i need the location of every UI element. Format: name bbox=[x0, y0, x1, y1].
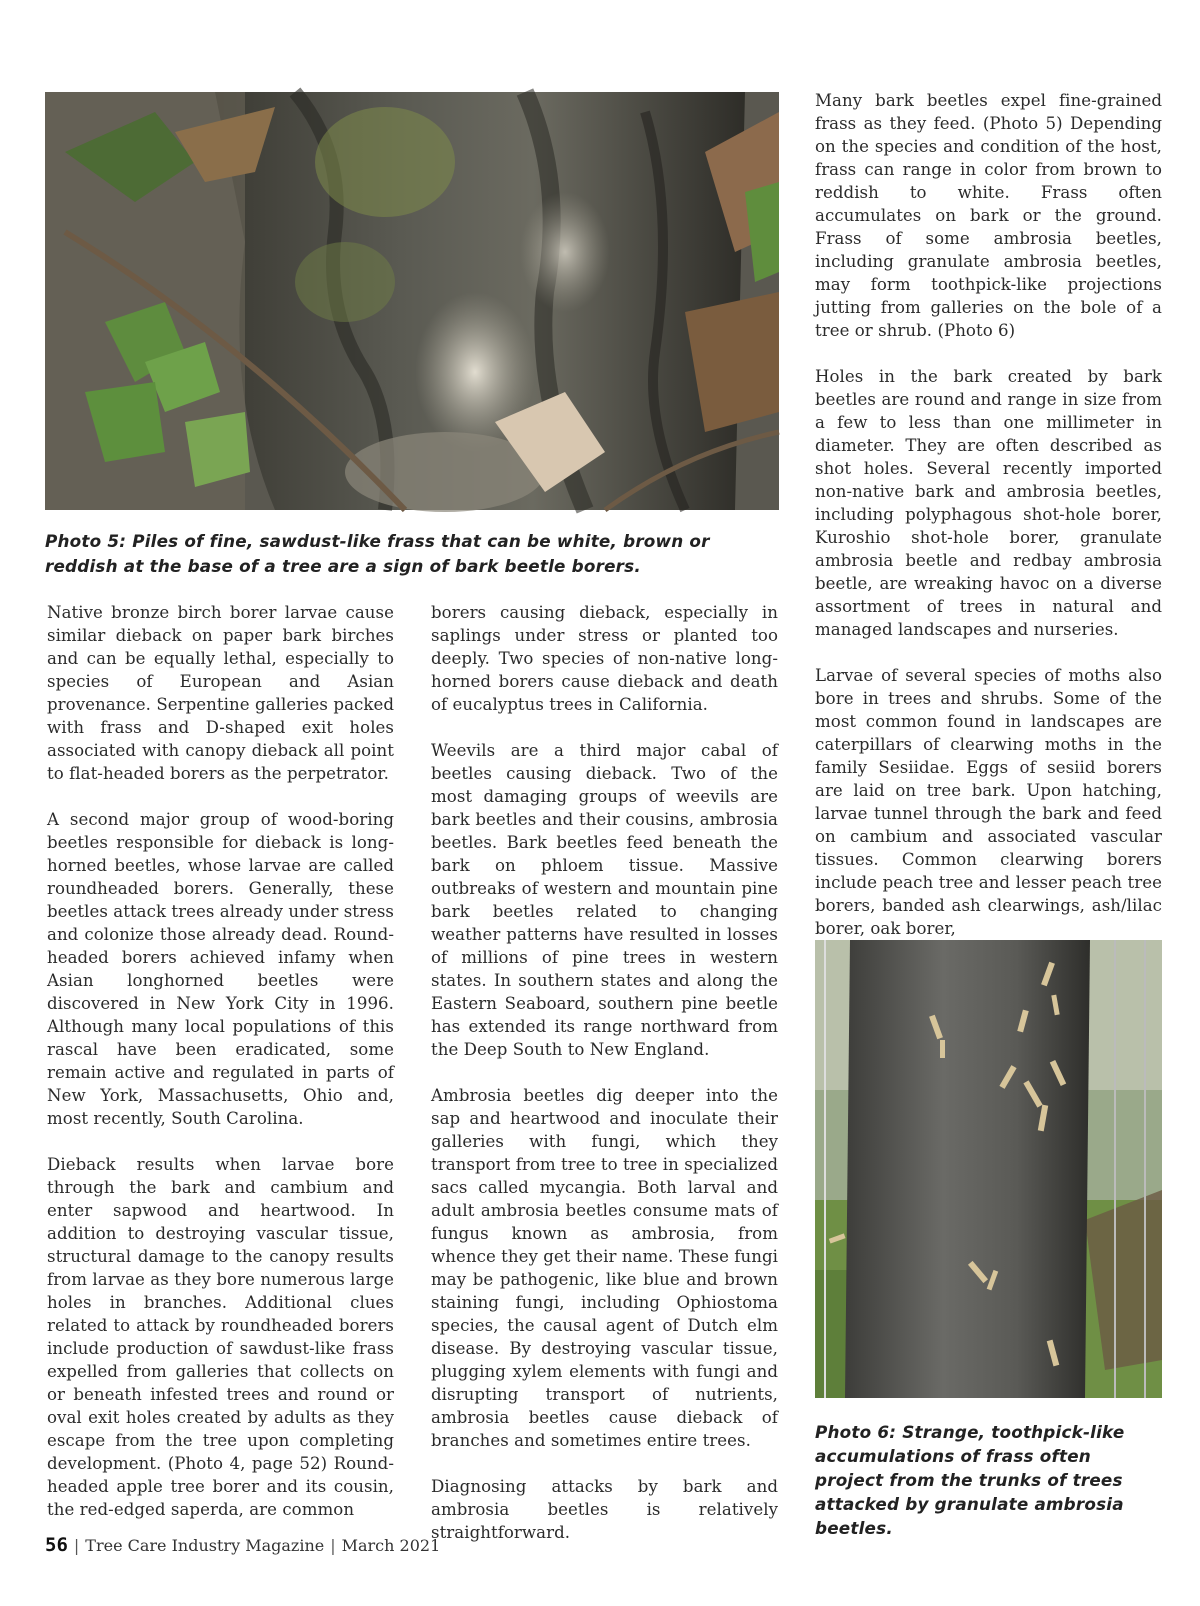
article-column-middle bbox=[431, 601, 778, 1542]
publication-name: Tree Care Industry Magazine bbox=[85, 1536, 325, 1555]
page-footer bbox=[45, 1534, 440, 1562]
photo-6-caption: Photo 6: Strange, toothpick-like accumulations of frass often project from the trunks of trees attacked by granulate ambrosia beetles. bbox=[815, 1422, 1125, 1538]
paragraph: Ambrosia beetles dig deeper into the sap and heartwood and inoculate their galleries with fungi, which they transport from tree to tree in specialized sacs called mycangia. Both larval and adult ambrosia beetles consume mats of fungus known as ambrosia, from whence they get their name. These fungi may be pathogenic, like blue and brown staining fungi, including Ophiostoma species, the causal agent of Dutch elm disease. By destroying vascular tissue, plugging xylem elements with fungi and disrupting transport of nutrients, ambrosia beetles cause dieback of branches and sometimes entire trees. bbox=[431, 1086, 778, 1450]
paragraph: Larvae of several species of moths also bore in trees and shrubs. Some of the most common found in landscapes are caterpillars of clearwing moths in the family Sesiidae. Eggs of sesiid borers are laid on tree bark. Upon hatching, larvae tunnel through the bark and feed on cambium and associated vascular tissues. Common clearwing borers include peach tree and lesser peach tree borers, banded ash clearwings, ash/lilac borer, oak borer, bbox=[815, 666, 1162, 938]
paragraph: A second major group of wood-boring beetles responsible for dieback is long-horned beetles, whose larvae are called roundheaded borers. Generally, these beetles attack trees already under stress and colonize those already dead. Round-headed borers achieved infamy when Asian longhorned beetles were discovered in New York City in 1996. Although many local populations of this rascal have been eradicated, some remain active and regulated in parts of New York, Massachusetts, Ohio and, most recently, South Carolina. bbox=[47, 810, 394, 1128]
paragraph: Native bronze birch borer larvae cause similar dieback on paper bark birches and can be equally lethal, especially to species of European and Asian provenance. Serpentine galleries packed with frass and D-shaped exit holes associated with canopy dieback all point to flat-headed borers as the perpetrator. bbox=[47, 603, 394, 783]
footer-separator: | bbox=[73, 1536, 80, 1555]
photo-5-illustration bbox=[45, 92, 779, 510]
paragraph: Holes in the bark created by bark beetles are round and range in size from a few to less than one millimeter in diameter. They are often described as shot holes. Several recently imported non-native bark and ambrosia beetles, including polyphagous shot-hole borer, Kuroshio shot-hole borer, granulate ambrosia beetle and redbay ambrosia beetle, are wreaking havoc on a diverse assortment of trees in natural and managed landscapes and nurseries. bbox=[815, 367, 1162, 639]
photo-6-illustration bbox=[815, 940, 1162, 1398]
paragraph: borers causing dieback, especially in saplings under stress or planted too deeply. Two species of non-native long-horned borers cause dieback and death of eucalyptus trees in California. bbox=[431, 603, 778, 714]
paragraph: Weevils are a third major cabal of beetles causing dieback. Two of the most damaging groups of weevils are bark beetles and their cousins, ambrosia beetles. Bark beetles feed beneath the bark on phloem tissue. Massive outbreaks of western and mountain pine bark beetles related to changing weather patterns have resulted in losses of millions of pine trees in western states. In southern states and along the Eastern Seaboard, southern pine beetle has extended its range northward from the Deep South to New England. bbox=[431, 741, 778, 1059]
photo-6-toothpick-frass-on-trunk bbox=[815, 940, 1162, 1398]
paragraph: Diagnosing attacks by bark and ambrosia beetles is relatively straightforward. bbox=[431, 1477, 778, 1542]
paragraph: Many bark beetles expel fine-grained frass as they feed. (Photo 5) Depending on the species and condition of the host, frass can range in color from brown to reddish to white. Frass often accumulates on bark or the ground. Frass of some ambrosia beetles, including granulate ambrosia beetles, may form toothpick-like projections jutting from galleries on the bole of a tree or shrub. (Photo 6) bbox=[815, 91, 1162, 340]
photo-5-frass-at-tree-base bbox=[45, 92, 779, 510]
footer-separator: | bbox=[330, 1536, 336, 1555]
article-column-right bbox=[815, 89, 1162, 938]
issue-date: March 2021 bbox=[341, 1536, 441, 1555]
page-number: 56 bbox=[45, 1534, 68, 1556]
paragraph: Dieback results when larvae bore through the bark and cambium and enter sapwood and heartwood. In addition to destroying vascular tissue, structural damage to the canopy results from larvae as they bore numerous large holes in branches. Additional clues related to attack by roundheaded borers include production of sawdust-like frass expelled from galleries that collects on or beneath infested trees and round or oval exit holes created by adults as they escape from the tree upon completing development. (Photo 4, page 52) Round-headed apple tree borer and its cousin, the red-edged saperda, are common bbox=[47, 1155, 394, 1519]
photo-5-caption: Photo 5: Piles of fine, sawdust-like frass that can be white, brown or reddish at the base of a tree are a sign of bark beetle borers. bbox=[45, 531, 710, 576]
article-column-left bbox=[47, 601, 394, 1519]
